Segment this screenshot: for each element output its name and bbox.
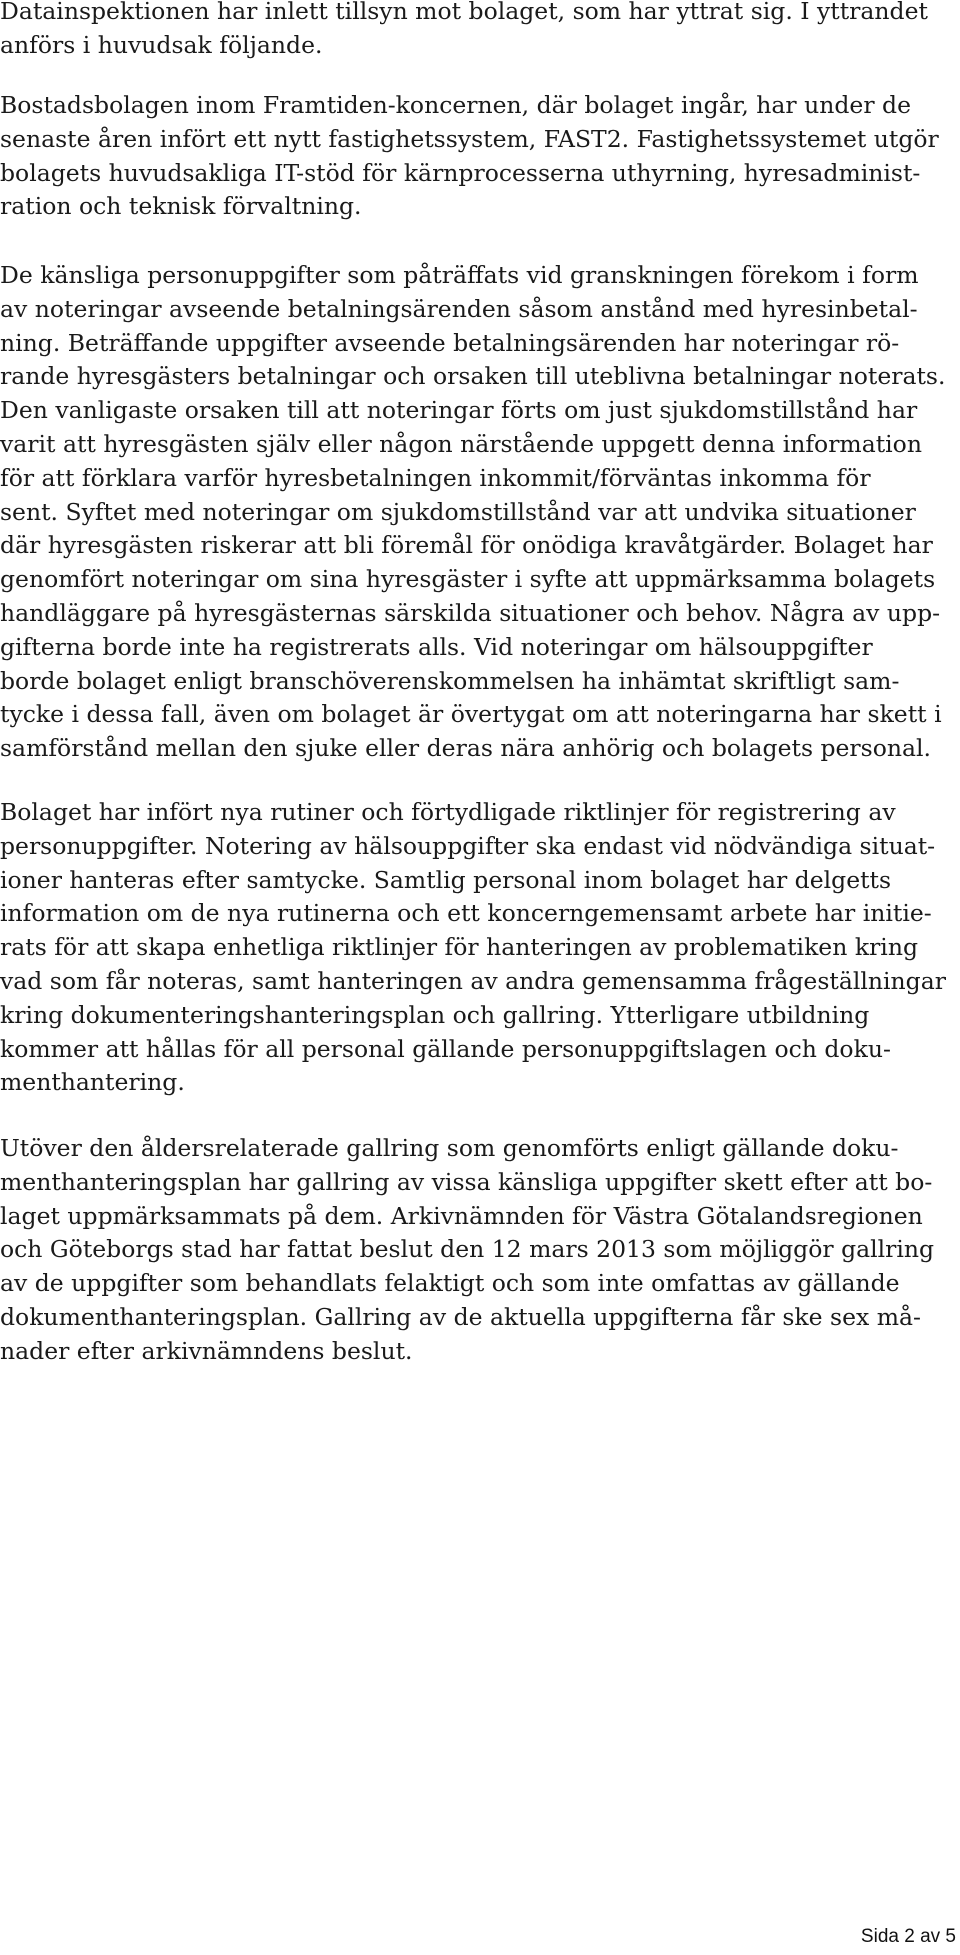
text-line: laget uppmärksammats på dem. Arkivnämnden för Västra Götalandsregionen	[0, 1201, 923, 1230]
text-line: vad som får noteras, samt hanteringen av andra gemensamma frågeställningar	[0, 966, 946, 995]
text-line: rats för att skapa enhetliga riktlinjer för hanteringen av problematiken kring	[0, 933, 918, 962]
text-line: och Göteborgs stad har fattat beslut den 12 mars 2013 som möjliggör gallring	[0, 1235, 935, 1264]
text-line: nader efter arkivnämndens beslut.	[0, 1336, 413, 1365]
text-line: menthanteringsplan har gallring av vissa känsliga uppgifter skett efter att bo-	[0, 1167, 933, 1196]
text-line: samförstånd mellan den sjuke eller deras nära anhörig och bolagets personal.	[0, 734, 931, 763]
text-line: Datainspektionen har inlett tillsyn mot bolaget, som har yttrat sig. I yttrandet	[0, 0, 928, 25]
text-line: kring dokumenteringshanteringsplan och gallring. Ytterligare utbildning	[0, 1000, 870, 1029]
text-line: gifterna borde inte ha registrerats alls. Vid noteringar om hälsouppgifter	[0, 632, 873, 661]
text-line: dokumenthanteringsplan. Gallring av de aktuella uppgifterna får ske sex må-	[0, 1302, 921, 1331]
text-line: senaste åren infört ett nytt fastighetssystem, FAST2. Fastighetssystemet utgör	[0, 124, 939, 153]
text-line: anförs i huvudsak följande.	[0, 30, 323, 59]
text-line: borde bolaget enligt branschöverenskommelsen ha inhämtat skriftligt sam-	[0, 666, 900, 695]
text-line: sent. Syftet med noteringar om sjukdomstillstånd var att undvika situationer	[0, 497, 916, 526]
text-line: tycke i dessa fall, även om bolaget är övertygat om att noteringarna har skett i	[0, 700, 942, 729]
text-line: De känsliga personuppgifter som påträffats vid granskningen förekom i form	[0, 261, 919, 289]
text-line: av noteringar avseende betalningsärenden såsom anstånd med hyresinbetal-	[0, 294, 918, 323]
text-line: för att förklara varför hyresbetalningen inkommit/förväntas inkomma för	[0, 463, 871, 492]
text-line: av de uppgifter som behandlats felaktigt och som inte omfattas av gällande	[0, 1269, 900, 1298]
paragraph-rutiner	[0, 796, 946, 1100]
text-line: Utöver den åldersrelaterade gallring som genomförts enligt gällande doku-	[0, 1134, 899, 1162]
page-number: Sida 2 av 5	[860, 1926, 956, 1947]
text-line: där hyresgästen riskerar att bli föremål för onödiga kravåtgärder. Bolaget har	[0, 531, 933, 560]
text-line: menthantering.	[0, 1068, 185, 1097]
text-line: Den vanligaste orsaken till att noteringar förts om just sjukdomstillstånd har	[0, 396, 918, 425]
text-line: Bostadsbolagen inom Framtiden-koncernen, där bolaget ingår, har under de	[0, 91, 911, 119]
paragraph-personuppgifter	[0, 259, 945, 766]
paragraph-gallring	[0, 1132, 934, 1369]
text-line: handläggare på hyresgästernas särskilda situationer och behov. Några av upp-	[0, 598, 941, 627]
text-line: ning. Beträffande uppgifter avseende betalningsärenden har noteringar rö-	[0, 328, 900, 357]
text-line: genomfört noteringar om sina hyresgäster i syfte att uppmärksamma bolagets	[0, 565, 936, 594]
text-line: personuppgifter. Notering av hälsouppgifter ska endast vid nödvändiga situat-	[0, 831, 936, 860]
text-line: bolagets huvudsakliga IT-stöd för kärnprocesserna uthyrning, hyresadminist-	[0, 158, 921, 187]
text-line: varit att hyresgästen själv eller någon närstående uppgett denna information	[0, 429, 922, 458]
paragraph-fastighetssystem	[0, 89, 939, 224]
paragraph-intro	[0, 0, 928, 63]
text-line: kommer att hållas för all personal gällande personuppgiftslagen och doku-	[0, 1034, 891, 1063]
text-line: rande hyresgästers betalningar och orsaken till uteblivna betalningar noterats.	[0, 362, 946, 391]
text-line: ioner hanteras efter samtycke. Samtlig personal inom bolaget har delgetts	[0, 865, 892, 894]
text-line: Bolaget har infört nya rutiner och förtydligade riktlinjer för registrering av	[0, 798, 896, 826]
text-line: information om de nya rutinerna och ett koncerngemensamt arbete har initie-	[0, 899, 932, 928]
text-line: ration och teknisk förvaltning.	[0, 192, 362, 221]
